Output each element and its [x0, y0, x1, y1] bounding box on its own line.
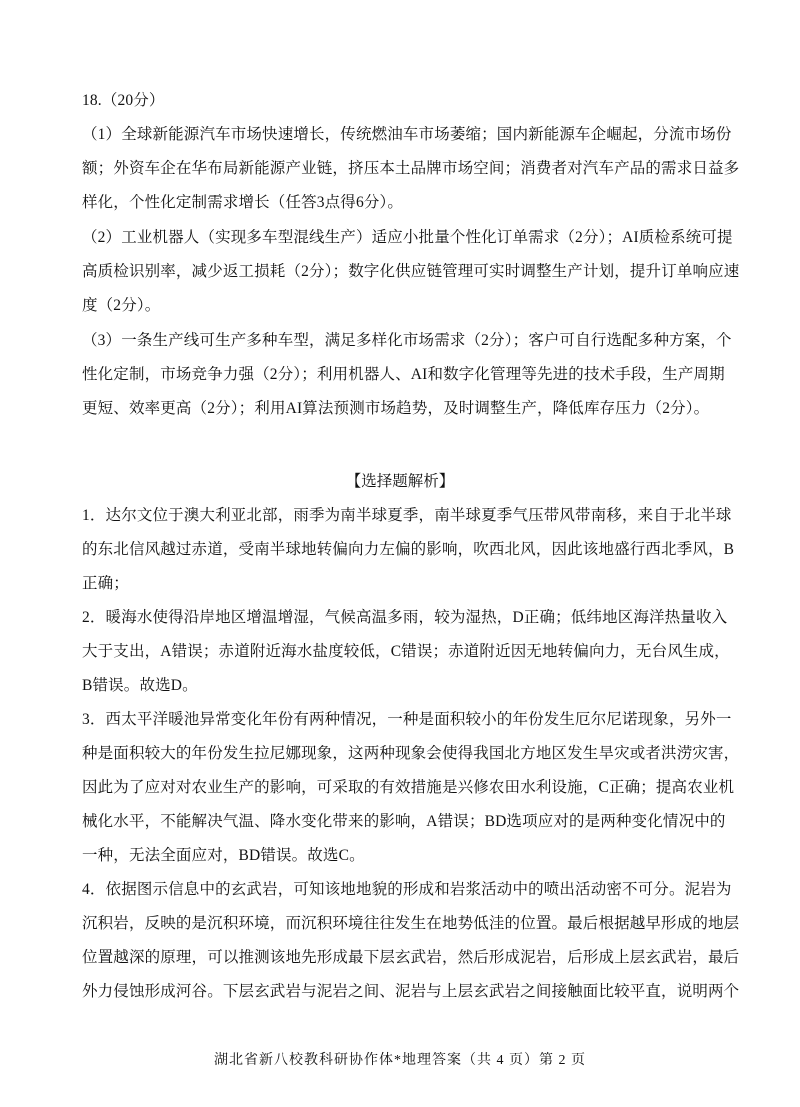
- q2-line: 大于支出，A错误；赤道附近海水盐度较低，C错误；赤道附近因无地转偏向力，无台风生成，: [82, 643, 730, 660]
- q18-part1-line: 样化，个性化定制需求增长（任答3点得6分）。: [82, 194, 404, 211]
- q4-line: 外力侵蚀形成河谷。下层玄武岩与泥岩之间、泥岩与上层玄武岩之间接触面比较平直，说明两个: [82, 983, 740, 1000]
- q18-part2-line: （2）工业机器人（实现多车型混线生产）适应小批量个性化订单需求（2分）；AI质检系统可提: [82, 229, 733, 246]
- q4-line: 位置越深的原理，可以推测该地先形成最下层玄武岩，然后形成泥岩，后形成上层玄武岩，最后: [82, 949, 740, 966]
- q4-line: 4．依据图示信息中的玄武岩，可知该地地貌的形成和岩浆活动中的喷出活动密不可分。泥岩为: [82, 881, 732, 898]
- q3-line: 3．西太平洋暖池异常变化年份有两种情况，一种是面积较小的年份发生厄尔尼诺现象，另外一: [82, 711, 732, 728]
- q4-line: 沉积岩，反映的是沉积环境，而沉积环境往往发生在地势低洼的位置。最后根据越早形成的地层: [82, 915, 740, 932]
- page-footer: 湖北省新八校教科研协作体*地理答案（共 4 页）第 2 页: [214, 1053, 586, 1068]
- q2-line: 2．暖海水使得沿岸地区增温增湿，气候高温多雨，较为湿热，D正确；低纬地区海洋热量收入: [82, 609, 728, 626]
- q3-line: 械化水平，不能解决气温、降水变化带来的影响，A错误；BD选项应对的是两种变化情况中的: [82, 813, 726, 830]
- q18-part3-line: 更短、效率更高（2分）；利用AI算法预测市场趋势，及时调整生产，降低库存压力（2分）。: [82, 400, 710, 417]
- q18-part3-line: 性化定制，市场竞争力强（2分）；利用机器人、AI和数字化管理等先进的技术手段，生产周期: [82, 366, 725, 383]
- q18-part2-line: 高质检识别率，减少返工损耗（2分）；数字化供应链管理可实时调整生产计划，提升订单响应速: [82, 263, 740, 280]
- q2-line: B错误。故选D。: [82, 677, 198, 694]
- q18-part3-line: （3）一条生产线可生产多种车型，满足多样化市场需求（2分）；客户可自行选配多种方案，个: [82, 332, 732, 349]
- q1-line: 的东北信风越过赤道，受南半球地转偏向力左偏的影响，吹西北风，因此该地盛行西北季风，B: [82, 541, 735, 558]
- section-heading: 【选择题解析】: [345, 473, 455, 490]
- q3-line: 种是面积较大的年份发生拉尼娜现象，这两种现象会使得我国北方地区发生旱灾或者洪涝灾害，: [82, 745, 740, 762]
- q1-line: 正确；: [82, 575, 129, 592]
- q18-title: 18.（20分）: [82, 92, 165, 109]
- q18-part1-line: 额；外资车企在华布局新能源产业链，挤压本土品牌市场空间；消费者对汽车产品的需求日益多: [82, 160, 740, 177]
- q1-line: 1．达尔文位于澳大利亚北部，雨季为南半球夏季，南半球夏季气压带风带南移，来自于北半球: [82, 507, 732, 524]
- q3-line: 因此为了应对对农业生产的影响，可采取的有效措施是兴修农田水利设施，C正确；提高农业机: [82, 779, 735, 796]
- q3-line: 一种，无法全面应对，BD错误。故选C。: [82, 847, 365, 864]
- q18-part1-line: （1）全球新能源汽车市场快速增长，传统燃油车市场萎缩；国内新能源车企崛起，分流市场份: [82, 126, 732, 143]
- q18-part2-line: 度（2分）。: [82, 297, 161, 314]
